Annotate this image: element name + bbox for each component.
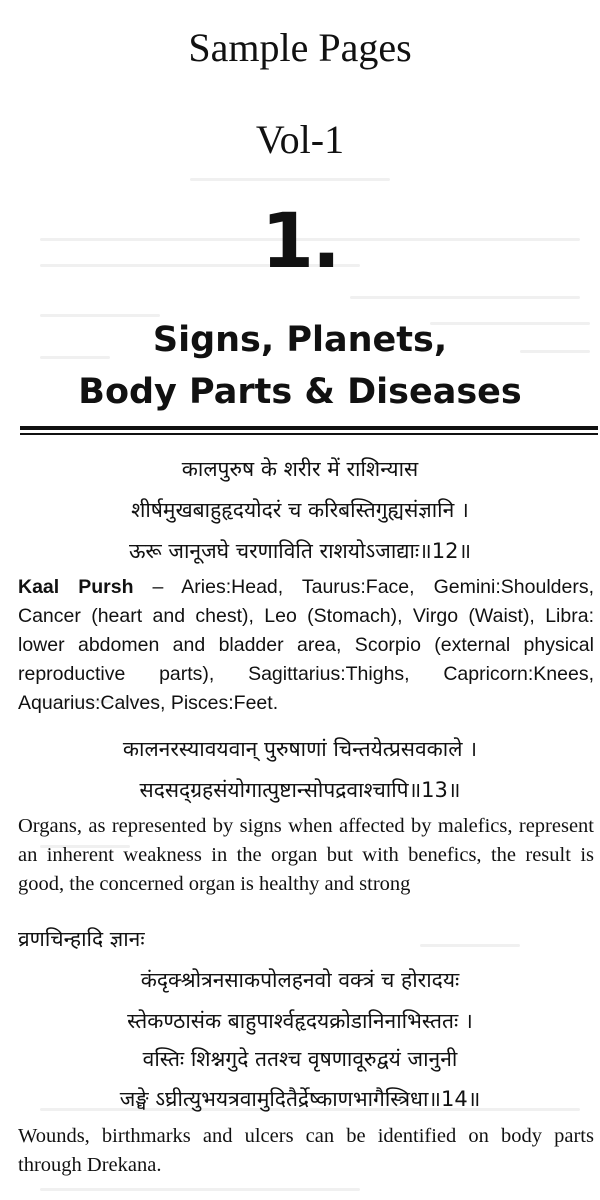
bleed-through-mark xyxy=(350,296,580,299)
explanation-paragraph: Organs, as represented by signs when affected by malefics, represent an inherent weakness in the organ but with benefics, the result is good, the concerned organ is healthy and strong xyxy=(18,815,594,895)
paragraph-text: – Aries:Head, Taurus:Face, Gemini:Shoulders, Cancer (heart and chest), Leo (Stomach), Virgo (Waist), Libra: lower abdomen and bladder area, Scorpio (external physical reproductive parts), Sagittarius:Thighs, Capricorn:Knees, Aquarius:Calves, Pisces:Feet. xyxy=(18,576,595,714)
chapter-heading-line1: Signs, Planets, xyxy=(152,320,448,360)
paragraph-label: Kaal Pursh xyxy=(18,576,134,598)
verse-line: सदसद्ग्रहसंयोगात्पुष्टान्सोपद्रवाश्चापि॥13॥ xyxy=(139,778,461,802)
verse-line: स्तेकण्ठासंक बाहुपार्श्वहृदयक्रोडानिनाभिस्ततः । xyxy=(127,1009,473,1033)
shloka-title: कालपुरुष के शरीर में राशिन्यास xyxy=(181,457,419,481)
explanation-paragraph: Wounds, birthmarks and ulcers can be identified on body parts through Drekana. xyxy=(18,1125,594,1176)
verse-line: कालनरस्यावयवान् पुरुषाणां चिन्तयेत्प्रसवकाले । xyxy=(122,737,478,761)
chapter-heading-line2: Body Parts & Diseases xyxy=(78,372,522,412)
section-heading: व्रणचिन्हादि ज्ञानः xyxy=(18,927,145,951)
verse-line: ऊरू जानूजघे चरणाविति राशयोऽजाद्याः॥12॥ xyxy=(128,539,472,563)
page-title: Sample Pages xyxy=(188,25,412,70)
verse-line: वस्तिः शिश्नगुदे ततश्च वृषणावूरुद्वयं जानुनी xyxy=(142,1047,458,1071)
bleed-through-mark xyxy=(40,314,160,317)
verse-line: शीर्षमुखबाहुहृदयोदरं च करिबस्तिगुह्यसंज्ञानि । xyxy=(131,498,469,522)
bleed-through-mark xyxy=(40,1188,360,1191)
heading-rule-thick xyxy=(20,426,598,430)
chapter-number: 1. xyxy=(261,196,339,285)
verse-line: कंदृक्श्रोत्रनसाकपोलहनवो वक्त्रं च होरादयः xyxy=(140,968,460,992)
bleed-through-mark xyxy=(190,178,390,181)
explanation-paragraph xyxy=(18,573,594,718)
volume-label: Vol-1 xyxy=(255,117,345,162)
heading-rule-thin xyxy=(20,433,598,435)
verse-line: जङ्घे ऽघ्रीत्युभयत्रवामुदितैर्द्रेष्काणभागैस्त्रिधा॥14॥ xyxy=(119,1087,481,1111)
bleed-through-mark xyxy=(420,944,520,947)
